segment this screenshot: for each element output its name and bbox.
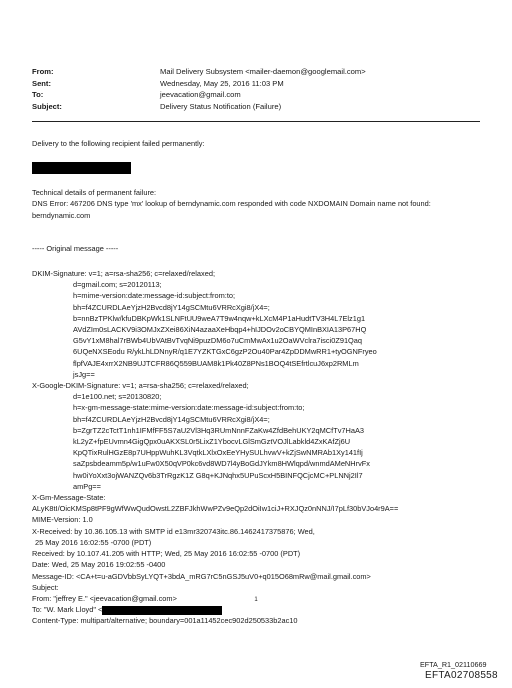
dkim-line: jsJg== (73, 369, 95, 379)
email-header (32, 66, 472, 112)
gm-message-state-value: ALyK8tI/OicKMSp8tPF9gWfWwQudOwstL2ZBFJkhWwPZv9eQp2dOiIw1ciJ+RXJQz0nNNJ/I7pLf30bVJo4r9A== (32, 504, 399, 514)
original-from: From: "jeffrey E." <jeevacation@gmail.com> (32, 593, 177, 603)
gm-message-state-label: X-Gm-Message-State: (32, 493, 106, 503)
original-to-prefix: To: "W. Mark Lloyd" < (32, 605, 103, 615)
google-dkim-line: KpQTixRulHGzE8p7UHppWuhKL3VqtkLXlxOxEeYHySULhvwV+kZjSwNMRAb1Xy141fIj (73, 448, 363, 458)
content-type: Content-Type: multipart/alternative; boundary=001a11452cec902d250533b2ac10 (32, 616, 298, 626)
from-label: From: (32, 67, 54, 76)
efta-bates-large: EFTA02708558 (425, 670, 498, 681)
dkim-line: AVdZIm0sLACKV9i3OMJxZXei86XiN4azaaXeHbqp4+hIJDOv2oCBYQMInBXIA13P67HQ (73, 325, 367, 335)
google-dkim-line: d=1e100.net; s=20130820; (73, 392, 162, 402)
technical-details-title: Technical details of permanent failure: (32, 188, 157, 198)
dkim-line: 6UQeNXSEodu R/ykLhLDNnyR/q1E7YZKTGxC6gzP2Ou40Par4ZpDDMwRR1+tyOGNFryeo (73, 347, 377, 357)
header-from-row (32, 66, 472, 78)
header-sent-row (32, 78, 472, 90)
efta-bates-small: EFTA_R1_02110669 (420, 660, 487, 669)
google-dkim-line: bh=f4ZCURDLAeYjzH2Bvcd8jY14gSCMtu6VRRcXgi8/jX4=; (73, 414, 270, 424)
dns-error-text: DNS Error: 467206 DNS type 'mx' lookup of berndynamic.com responded with code NXDOMAIN Domain name not found: berndynamic.com (32, 199, 431, 220)
dkim-signature-block (32, 268, 480, 380)
header-to-row (32, 89, 472, 101)
sent-label: Sent: (32, 78, 51, 88)
header-divider (32, 121, 480, 122)
google-dkim-line: b=ZgrTZ2cTctT1nh1IFMfFF5S7aU2Vl3Hq3RUmNnnFZaKw4ZfdBehUKY2qMCfTv7HaA3 (73, 425, 365, 435)
dkim-line: DKIM-Signature: v=1; a=rsa-sha256; c=relaxed/relaxed; (32, 269, 216, 279)
page-number: 1 (254, 597, 258, 603)
mime-version: MIME-Version: 1.0 (32, 515, 93, 525)
sent-value: Wednesday, May 25, 2016 11:03 PM (160, 78, 284, 88)
x-received-continued: 25 May 2016 16:02:55 -0700 (PDT) (35, 537, 152, 547)
email-body (32, 138, 480, 627)
dkim-line: flpfVAJE4xrrX2NB9UJTCFR86Q559BUAM8k1Pk40Z8PNs1BOQ4tSEfrtlcuJ6xp2RMLm (73, 358, 359, 368)
redacted-recipient-block (32, 162, 131, 174)
google-dkim-signature-block (32, 380, 480, 492)
dkim-line: bh=f4ZCURDLAeYjzH2Bvcd8jY14gSCMtu6VRRcXgi8/jX4=; (73, 302, 270, 312)
to-value: jeevacation@gmail.com (160, 90, 241, 100)
x-received: X-Received: by 10.36.105.13 with SMTP id e13mr320743itc.86.1462417375876; Wed, (32, 526, 315, 536)
redacted-to-address (102, 606, 222, 615)
google-dkim-line: kL2yZ+fpEUvmn4GigQpx0uAKXSL0r5LixZ1YbocvLGlSmGztVOJlLabkld4ZxKAfZj6U (73, 437, 351, 447)
dkim-line: G5vY1xM8hal7rBWb4UbVAtBvTvqNi9puzDM6o7uCmMwAx1u2OaWVclra7isci0Z91Qaq (73, 336, 363, 346)
google-dkim-line: hw0iYoXxt3ojWANZQv6b3TrRgzK1Z G8q+KJNqhx5UPuScxH5BINFQCjcMC+PLNNj2Il7 (73, 470, 363, 480)
original-to (32, 604, 480, 615)
dkim-line: h=mime-version:date:message-id:subject:from:to; (73, 291, 236, 301)
dkim-line: d=gmail.com; s=20120113; (73, 280, 162, 290)
original-message-marker: ----- Original message ----- (32, 243, 119, 253)
subject-value: Delivery Status Notification (Failure) (160, 101, 282, 111)
received: Received: by 10.107.41.205 with HTTP; Wed, 25 May 2016 16:02:55 -0700 (PDT) (32, 549, 301, 559)
message-id: Message-ID: <CA+t=u-aGDVbbSyLYQT+3bdA_mRG7rC5nGSJ5uV0+q015O68mRw@mail.gmail.com> (32, 571, 371, 581)
google-dkim-line: saZpsbdeamm5p/w1uFw0X50qVP0kc6vd8WD7l4yBoGdJYkm8HWlqpd/wnmdAMeNHrvFx (73, 459, 370, 469)
original-subject: Subject: (32, 582, 59, 592)
from-value: Mail Delivery Subsystem <mailer-daemon@googlemail.com> (160, 67, 366, 76)
google-dkim-line: amPg== (73, 481, 101, 491)
to-label: To: (32, 90, 44, 100)
google-dkim-line: h=x-gm-message-state:mime-version:date:message-id:subject:from:to; (73, 403, 305, 413)
delivery-failure-intro: Delivery to the following recipient failed permanently: (32, 139, 205, 148)
google-dkim-line: X-Google-DKIM-Signature: v=1; a=rsa-sha256; c=relaxed/relaxed; (32, 381, 249, 391)
date-header: Date: Wed, 25 May 2016 19:02:55 -0400 (32, 560, 166, 570)
header-subject-row (32, 101, 472, 113)
dkim-line: b=nnBzTPKlw/kfuDBKpWk1SLNFtUU9weA7T9w4nqw+kLXcM4P1aHudtTV3H4L7Elz1g1 (73, 313, 366, 323)
subject-label: Subject: (32, 101, 62, 111)
